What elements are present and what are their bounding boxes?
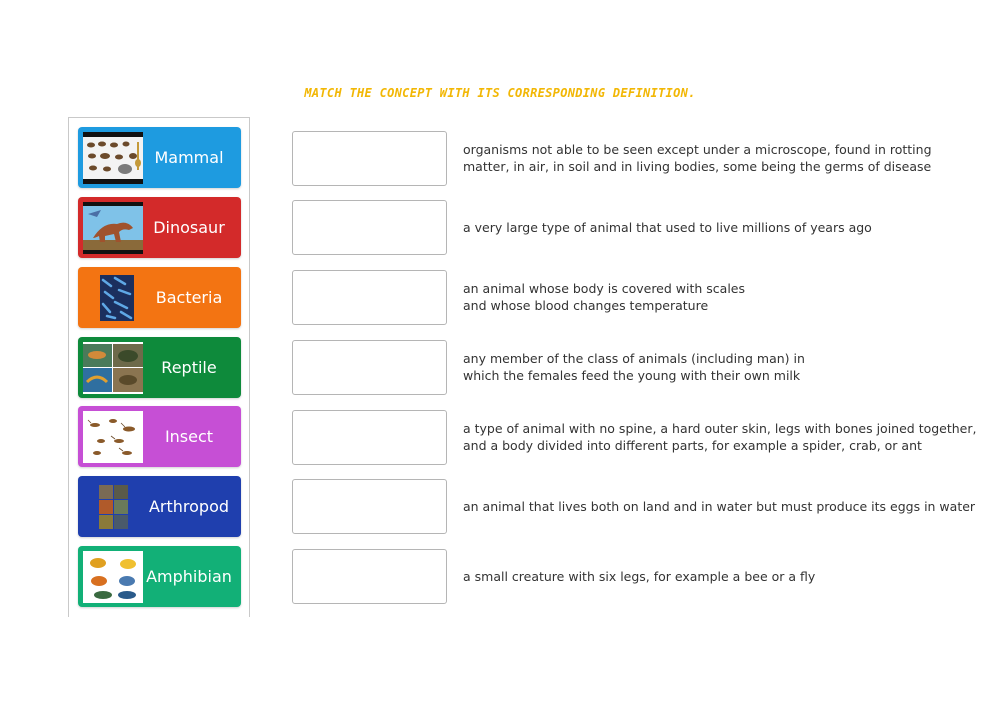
insects-image [83, 411, 143, 463]
draggable-card-arthropod[interactable] [78, 476, 241, 537]
reptiles-image [83, 342, 143, 394]
draggable-card-amphibian[interactable] [78, 546, 241, 607]
card-label: Reptile [161, 358, 217, 377]
dinosaur-image [83, 202, 143, 254]
drop-box-7[interactable] [292, 549, 447, 604]
drop-box-2[interactable] [292, 200, 447, 255]
draggable-card-reptile[interactable] [78, 337, 241, 398]
definition-6: an animal that lives both on land and in water but must produce its eggs in water [463, 499, 976, 514]
drop-box-6[interactable] [292, 479, 447, 534]
draggable-card-insect[interactable] [78, 406, 241, 467]
card-label: Bacteria [155, 288, 223, 307]
definition-3: an animal whose body is covered with scales and whose blood changes temperature [463, 281, 745, 313]
definition-7: a small creature with six legs, for example a bee or a fly [463, 569, 816, 584]
card-label: Amphibian [146, 567, 232, 586]
definition-1: organisms not able to be seen except under a microscope, found in rotting matter, in air, in soil and in living bodies, some being the germs of disease [463, 142, 932, 174]
definition-2: a very large type of animal that used to live millions of years ago [463, 220, 872, 235]
bacteria-image [83, 272, 143, 324]
card-label: Insect [164, 427, 214, 446]
arthropods-image [83, 481, 143, 533]
definition-5: a type of animal with no spine, a hard outer skin, legs with bones joined together, and a body divided into different parts, for example a spider, crab, or ant [463, 421, 977, 453]
drop-box-3[interactable] [292, 270, 447, 325]
draggable-card-bacteria[interactable] [78, 267, 241, 328]
drop-box-5[interactable] [292, 410, 447, 465]
drop-box-4[interactable] [292, 340, 447, 395]
card-label: Arthropod [148, 497, 230, 516]
card-label: Mammal [154, 148, 224, 167]
draggable-card-dinosaur[interactable] [78, 197, 241, 258]
drop-box-1[interactable] [292, 131, 447, 186]
draggable-card-mammal[interactable] [78, 127, 241, 188]
definition-4: any member of the class of animals (including man) in which the females feed the young with their own milk [463, 351, 805, 383]
card-label: Dinosaur [153, 218, 225, 237]
frogs-image [83, 551, 143, 603]
instructions-title: MATCH THE CONCEPT WITH ITS CORRESPONDING DEFINITION. [304, 86, 696, 100]
mammals-image [83, 132, 143, 184]
